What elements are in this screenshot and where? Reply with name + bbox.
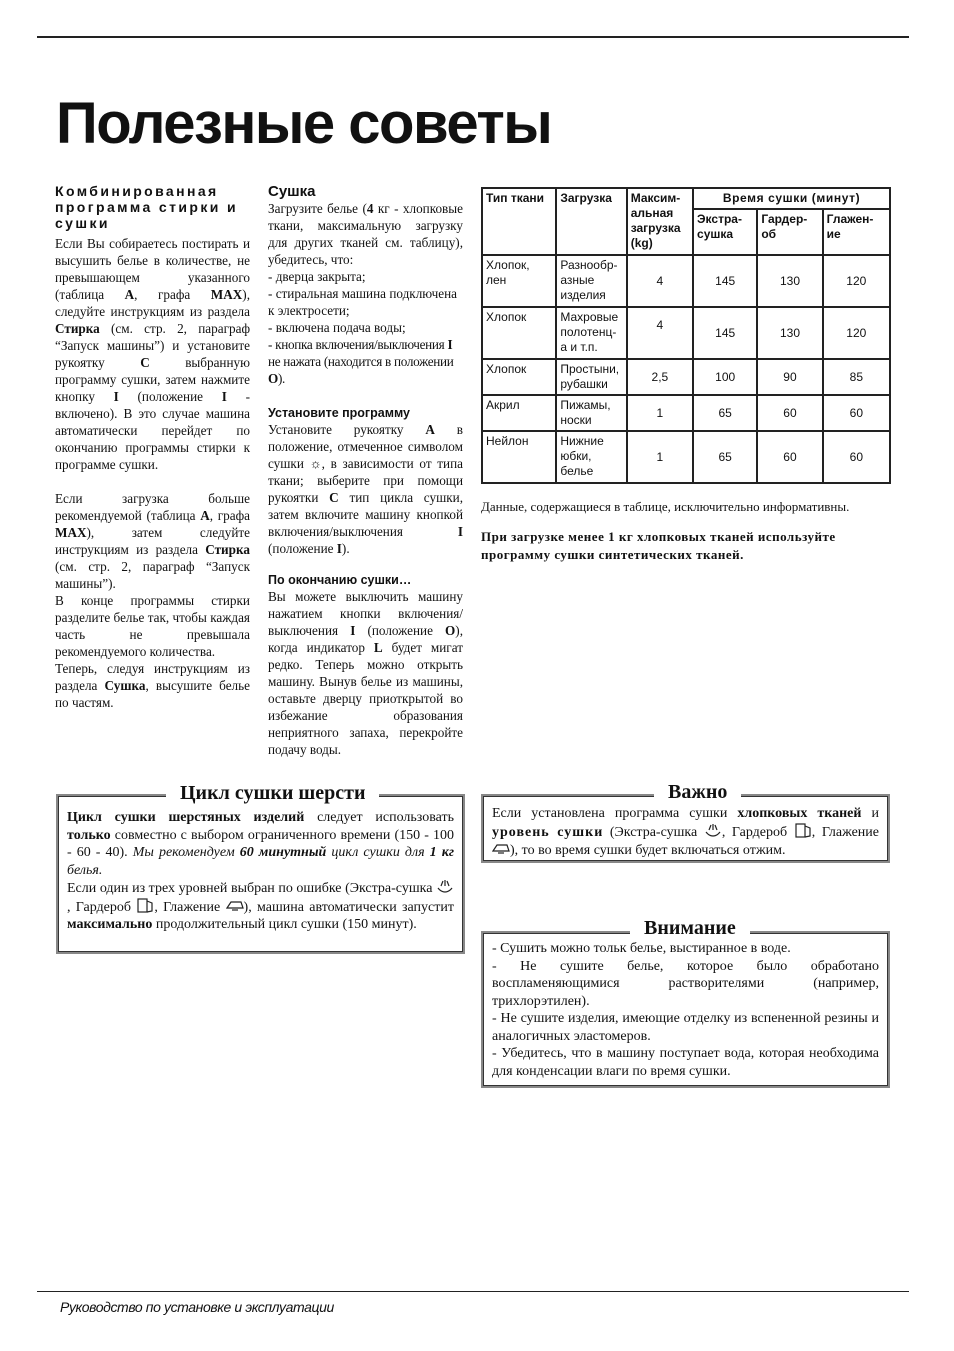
drying-bullet-4: - кнопка включения/выключения I не нажата (находится в положении O). [268,337,454,386]
cell-iron: 120 [823,255,890,307]
iron-icon [226,898,244,913]
extra-dry-icon [704,823,722,838]
table-row [482,431,890,483]
cell-wardrobe: 130 [757,307,822,359]
important-box [481,794,890,863]
cell-wardrobe: 90 [757,359,822,395]
table-row [482,395,890,431]
table-header-row [482,188,890,209]
header-max-load: Максим-альная загрузка (kg) [627,188,693,255]
cell-fabric: Хлопок [482,307,556,359]
cell-extra: 100 [693,359,757,395]
cell-iron: 60 [823,431,890,483]
cell-load: Разнообр-азные изделия [556,255,626,307]
table-note: Данные, содержащиеся в таблице, исключительно информативны. [481,499,850,514]
sun-icon: ☼ [309,456,322,471]
wool-paragraph-2: Если один из трех уровней выбран по ошибке (Экстра-сушка , Гардероб , Глажение ), машина автоматически запустит максимально продолжительный цикл сушки (150 минут). [67,881,454,932]
top-rule [37,36,909,38]
wardrobe-icon [794,823,812,838]
attention-item-4: - Убедитесь, что в машину поступает вода, которая необходима для конденсации влаги по время сушки. [492,1046,879,1079]
table-note-bold: При загрузке менее 1 кг хлопковых тканей используйте программу сушки синтетических тканей. [481,529,836,562]
header-drying-time: Время сушки (минут) [693,188,890,209]
drying-section [268,183,463,758]
cell-load: Пижамы, носки [556,395,626,431]
cell-wardrobe: 60 [757,395,822,431]
iron-icon [492,841,510,856]
table-row [482,255,890,307]
cell-wardrobe: 130 [757,255,822,307]
cell-extra: 65 [693,395,757,431]
cell-extra: 145 [693,307,757,359]
drying-heading: Сушка [268,183,316,200]
combined-program-paragraph-3: В конце программы стирки разделите белье так, чтобы каждая часть не превышала рекомендуемого количества. [55,593,250,659]
drying-bullet-3: - включена подача воды; [268,320,406,335]
important-paragraph: Если установлена программа сушки хлопковых тканей и уровень сушки (Экстра-сушка , Гардероб , Глажение ), то во время сушки будет включаться отжим. [492,806,879,858]
cell-load: Нижние юбки, белье [556,431,626,483]
cell-max: 4 [627,307,693,359]
attention-item-1: - Сушить можно тольк белье, выстиранное в воде. [492,941,791,956]
drying-bullet-1: - дверца закрыта; [268,269,366,284]
combined-program-heading: Комбинированная программа стирки и сушки [55,183,239,231]
attention-title: Внимание [630,917,750,939]
cell-iron: 120 [823,307,890,359]
cell-max: 2,5 [627,359,693,395]
bottom-rule [37,1291,909,1292]
wardrobe-icon [136,898,154,913]
combined-program-section [55,183,250,711]
attention-item-3: - Не сушите изделия, имеющие отделку из вспененной резины и аналогичных эластомеров. [492,1011,879,1044]
cell-fabric: Хлопок [482,359,556,395]
cell-fabric: Акрил [482,395,556,431]
header-load: Загрузка [556,188,626,255]
cell-iron: 60 [823,395,890,431]
set-program-heading: Установите программу [268,406,411,420]
cell-fabric: Хлопок, лен [482,255,556,307]
combined-program-paragraph-2: Если загрузка больше рекомендуемой (таблица А, графа MAX), затем следуйте инструкциям из раздела Стирка (см. стр. 2, параграф “Запуск машины”). [55,491,250,591]
after-drying-heading: По окончанию сушки… [268,573,412,587]
set-program-paragraph: Установите рукоятку А в положение, отмеченное символом сушки ☼, в зависимости от типа ткани; выберите при помощи рукоятки С тип цикла сушки, затем включите машину кнопкой включения/выключения I (положение I). [268,422,464,556]
header-extra-dry: Экстра-сушка [693,209,757,255]
drying-bullet-2: - стиральная машина подключена к электросети; [268,286,458,318]
wool-paragraph-1: Цикл сушки шерстяных изделий следует использовать только совместно с выбором ограниченного времени (150 - 100 - 60 - 40). Мы рекомендуем 60 минутный цикл сушки для 1 кг белья. [67,810,454,878]
header-wardrobe: Гардер-об [757,209,822,255]
cell-extra: 145 [693,255,757,307]
wool-drying-title: Цикл сушки шерсти [166,782,379,804]
cell-max: 1 [627,395,693,431]
cell-max: 4 [627,255,693,307]
header-iron: Глажен-ие [823,209,890,255]
drying-times-table [481,187,891,484]
table-row [482,359,890,395]
wool-drying-box [56,794,465,954]
cell-iron: 85 [823,359,890,395]
combined-program-paragraph-1: Если Вы собираетесь постирать и высушить белье в количестве, не превышающем указанного (таблица А, графа MAX), следуйте инструкциям из раздела Стирка (см. стр. 2, параграф “Запуск машины”) и установите рукоятку С выбранную программу сушки, затем нажмите кнопку I (положение I - включено). В это случае машина автоматически перейдет по окончанию программы стирки к программе сушки. [55,236,250,472]
drying-paragraph-1: Загрузите белье (4 кг - хлопковые ткани, максимальную загрузку для других тканей см. таблицу), убедитесь, что: [268,201,463,267]
header-fabric: Тип ткани [482,188,556,255]
after-drying-paragraph: Вы можете выключить машину нажатием кнопки включения/выключения I (положение O), когда индикатор L будет мигат редко. Теперь можно открыть машину. Вынув белье из машины, оставьте дверцу приоткрытой во избежание образования неприятного запаха, перекройте подачу воды. [268,589,463,757]
attention-item-2: - Не сушите белье, которое было обработано воспламеняющимися растворителями (например, трихлорэтилен). [492,958,879,1009]
footer-text: Руководство по установке и эксплуатации [60,1299,334,1315]
page-title: Полезные советы [56,91,552,156]
table-row [482,307,890,359]
cell-load: Махровые полотенц-а и т.п. [556,307,626,359]
cell-fabric: Нейлон [482,431,556,483]
important-title: Важно [654,781,741,803]
cell-max: 1 [627,431,693,483]
combined-program-paragraph-4: Теперь, следуя инструкциям из раздела Сушка, высушите белье по частям. [55,661,250,710]
attention-box [481,931,890,1088]
cell-extra: 65 [693,431,757,483]
cell-wardrobe: 60 [757,431,822,483]
extra-dry-icon [436,879,454,894]
cell-load: Простыни, рубашки [556,359,626,395]
